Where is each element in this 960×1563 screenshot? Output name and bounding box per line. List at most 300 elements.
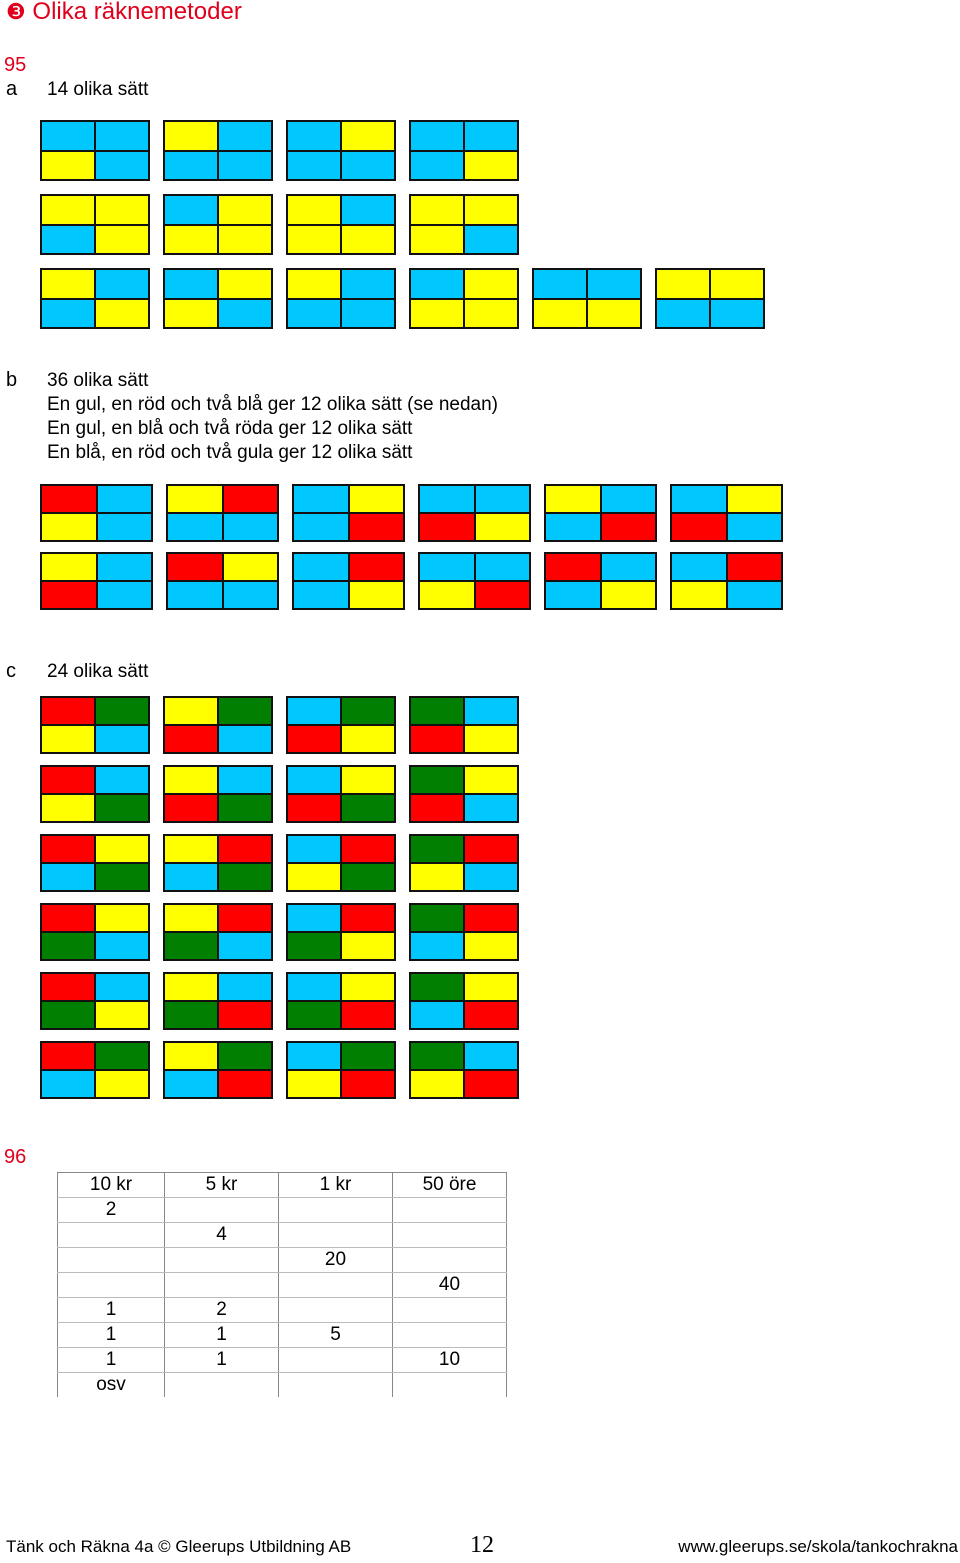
grid-cell [420,514,474,540]
section-title [6,0,242,26]
grid-cell [411,1043,463,1069]
grid-cell [168,582,222,608]
grid-cell [476,514,530,540]
part-letter-c: c [6,660,16,682]
grid-cell [288,152,340,180]
part-b-line-4: En blå, en röd och två gula ger 12 olika sätt [47,442,413,463]
part-b-line-3: En gul, en blå och två röda ger 12 olika sätt [47,418,413,439]
grid-cell [165,726,217,752]
grid-cell [288,836,340,862]
grid-cell [288,1071,340,1097]
color-grid [40,552,153,610]
table-cell: 5 [279,1323,393,1348]
grid-cell [465,767,517,793]
footer-url: www.gleerups.se/skola/tankochrakna [678,1537,958,1556]
grid-cell [219,726,271,752]
grid-cell [411,270,463,298]
table-cell: 1 [58,1298,165,1323]
color-grid [286,765,396,823]
table-cell: 4 [165,1223,279,1248]
grid-cell [672,582,726,608]
grid-cell [165,122,217,150]
grid-cell [411,864,463,890]
grid-cell [96,864,148,890]
table-cell: 1 [165,1348,279,1373]
grid-cell [350,582,404,608]
grid-cell [42,486,96,512]
grid-cell [42,1002,94,1028]
grid-cell [342,1002,394,1028]
table-cell: 2 [165,1298,279,1323]
table-row [58,1348,507,1373]
grid-cell [96,226,148,254]
table-row [58,1298,507,1323]
grid-cell [350,514,404,540]
grid-cell [288,726,340,752]
color-grid [409,1041,519,1099]
grid-cell [165,905,217,931]
grid-cell [342,795,394,821]
grid-cell [96,196,148,224]
grid-cell [465,122,517,150]
grid-cell [96,122,148,150]
grid-cell [657,300,709,328]
grid-cell [588,300,640,328]
grid-cell [96,1043,148,1069]
table-cell [58,1248,165,1273]
grid-cell [342,905,394,931]
grid-cell [602,554,656,580]
color-grid [292,552,405,610]
grid-cell [342,122,394,150]
grid-cell [219,795,271,821]
color-grid [409,120,519,181]
table-cell [393,1323,507,1348]
grid-cell [165,795,217,821]
grid-cell [98,554,152,580]
grid-cell [288,122,340,150]
problem-number-95: 95 [4,54,27,76]
color-grid [163,120,273,181]
grid-cell [165,226,217,254]
part-a-text: 14 olika sätt [47,79,149,100]
grid-cell [465,933,517,959]
grid-cell [98,486,152,512]
grid-cell [288,226,340,254]
grid-cell [465,1071,517,1097]
grid-cell [96,974,148,1000]
table-cell [279,1298,393,1323]
grid-cell [465,795,517,821]
table-row [58,1248,507,1273]
table-cell [393,1223,507,1248]
grid-cell [294,486,348,512]
table-cell: 10 [393,1348,507,1373]
grid-cell [42,836,94,862]
grid-cell [219,122,271,150]
grid-cell [342,698,394,724]
color-grid [409,194,519,255]
grid-cell [42,152,94,180]
grid-cell [288,864,340,890]
grid-cell [219,933,271,959]
grid-cell [411,152,463,180]
grid-cell [711,270,763,298]
table-cell [165,1273,279,1298]
table-cell [393,1198,507,1223]
grid-cell [219,1043,271,1069]
color-grid [163,972,273,1030]
color-grid [286,903,396,961]
grid-cell [672,514,726,540]
grid-cell [219,767,271,793]
color-grid [40,1041,150,1099]
grid-cell [465,974,517,1000]
grid-cell [602,514,656,540]
grid-cell [546,514,600,540]
grid-cell [465,300,517,328]
color-grid [286,696,396,754]
color-grid [40,972,150,1030]
grid-cell [96,152,148,180]
color-grid [544,484,657,542]
color-grid [286,972,396,1030]
color-grid [409,972,519,1030]
grid-cell [42,226,94,254]
grid-cell [96,1002,148,1028]
table-row [58,1273,507,1298]
grid-cell [342,270,394,298]
grid-cell [42,795,94,821]
table-cell [393,1298,507,1323]
grid-cell [168,486,222,512]
section-number-icon: ❸ [6,0,26,24]
grid-cell [165,270,217,298]
grid-cell [602,486,656,512]
grid-cell [98,582,152,608]
color-grid [40,903,150,961]
grid-cell [342,1071,394,1097]
grid-cell [165,767,217,793]
color-grid [40,268,150,329]
grid-cell [168,554,222,580]
color-grid [532,268,642,329]
grid-cell [534,300,586,328]
grid-cell [411,122,463,150]
grid-cell [42,270,94,298]
grid-cell [420,486,474,512]
grid-cell [294,554,348,580]
table-cell [58,1273,165,1298]
problem-number-96: 96 [4,1146,27,1168]
part-b-line-2: En gul, en röd och två blå ger 12 olika sätt (se nedan) [47,394,498,415]
grid-cell [476,554,530,580]
grid-cell [411,300,463,328]
grid-cell [411,1002,463,1028]
grid-cell [342,1043,394,1069]
color-grid [40,484,153,542]
color-grid [418,552,531,610]
grid-cell [728,582,782,608]
grid-cell [219,270,271,298]
grid-cell [342,152,394,180]
table-cell [279,1198,393,1223]
color-grid [286,268,396,329]
grid-cell [96,300,148,328]
table-cell [393,1248,507,1273]
grid-cell [219,1002,271,1028]
color-grid [670,484,783,542]
grid-cell [465,226,517,254]
table-cell: 1 [58,1348,165,1373]
part-letter-b: b [6,369,18,391]
part-b-line-1: 36 olika sätt [47,370,149,391]
grid-cell [411,196,463,224]
table-row [58,1323,507,1348]
grid-cell [342,974,394,1000]
grid-cell [288,933,340,959]
grid-cell [224,486,278,512]
grid-cell [657,270,709,298]
color-grid [409,903,519,961]
grid-cell [96,905,148,931]
grid-cell [288,1043,340,1069]
grid-cell [350,554,404,580]
grid-cell [728,514,782,540]
grid-cell [219,698,271,724]
table-row [58,1223,507,1248]
color-grid [544,552,657,610]
grid-cell [588,270,640,298]
grid-cell [42,514,96,540]
grid-cell [168,514,222,540]
grid-cell [288,270,340,298]
color-grid [286,834,396,892]
grid-cell [465,905,517,931]
grid-cell [42,300,94,328]
grid-cell [96,933,148,959]
color-grid [163,268,273,329]
grid-cell [288,698,340,724]
grid-cell [219,226,271,254]
table-cell [279,1273,393,1298]
color-grid [409,268,519,329]
grid-cell [219,974,271,1000]
grid-cell [672,486,726,512]
grid-cell [465,152,517,180]
color-grid [418,484,531,542]
grid-cell [411,933,463,959]
grid-cell [42,196,94,224]
grid-cell [420,582,474,608]
column-header-1kr: 1 kr [279,1173,393,1198]
grid-cell [219,300,271,328]
grid-cell [42,974,94,1000]
grid-cell [288,795,340,821]
grid-cell [165,1002,217,1028]
grid-cell [42,1043,94,1069]
grid-cell [476,486,530,512]
grid-cell [411,905,463,931]
grid-cell [288,767,340,793]
grid-cell [465,1002,517,1028]
color-grid [670,552,783,610]
grid-cell [165,300,217,328]
grid-cell [219,836,271,862]
grid-cell [342,726,394,752]
coin-table [57,1172,507,1397]
table-cell: osv [58,1373,165,1398]
table-header-row [58,1173,507,1198]
grid-cell [546,554,600,580]
grid-cell [96,1071,148,1097]
grid-cell [288,905,340,931]
grid-cell [465,1043,517,1069]
color-grid [286,1041,396,1099]
grid-cell [350,486,404,512]
grid-cell [411,767,463,793]
grid-cell [96,270,148,298]
part-letter-a: a [6,78,18,100]
column-header-10kr: 10 kr [58,1173,165,1198]
grid-cell [165,836,217,862]
grid-cell [96,726,148,752]
grid-cell [342,300,394,328]
grid-cell [288,1002,340,1028]
color-grid [163,696,273,754]
grid-cell [42,1071,94,1097]
grid-cell [411,1071,463,1097]
grid-cell [411,795,463,821]
grid-cell [219,152,271,180]
grid-cell [342,226,394,254]
grid-cell [546,582,600,608]
grid-cell [165,152,217,180]
color-grid [166,552,279,610]
grid-cell [96,795,148,821]
color-grid [292,484,405,542]
grid-cell [411,974,463,1000]
grid-cell [342,933,394,959]
table-row [58,1198,507,1223]
grid-cell [224,582,278,608]
grid-cell [42,582,96,608]
table-cell [165,1248,279,1273]
color-grid [163,834,273,892]
color-grid [286,194,396,255]
grid-cell [96,836,148,862]
grid-cell [42,122,94,150]
grid-cell [98,514,152,540]
grid-cell [411,226,463,254]
grid-cell [219,196,271,224]
grid-cell [288,300,340,328]
color-grid [40,120,150,181]
color-grid [40,765,150,823]
grid-cell [411,698,463,724]
grid-cell [342,767,394,793]
grid-cell [420,554,474,580]
table-cell [165,1373,279,1398]
grid-cell [165,698,217,724]
grid-cell [465,836,517,862]
grid-cell [294,582,348,608]
grid-cell [465,864,517,890]
grid-cell [96,767,148,793]
color-grid [163,765,273,823]
color-grid [163,903,273,961]
grid-cell [42,698,94,724]
grid-cell [294,514,348,540]
grid-cell [342,836,394,862]
grid-cell [219,905,271,931]
color-grid [409,696,519,754]
color-grid [40,194,150,255]
table-cell: 20 [279,1248,393,1273]
grid-cell [165,1043,217,1069]
table-cell [58,1223,165,1248]
table-cell [165,1198,279,1223]
footer-publisher: Tänk och Räkna 4a © Gleerups Utbildning AB [6,1537,352,1556]
color-grid [40,696,150,754]
grid-cell [42,933,94,959]
part-c-text: 24 olika sätt [47,661,149,682]
grid-cell [224,554,278,580]
table-cell [393,1373,507,1398]
grid-cell [465,270,517,298]
color-grid [409,765,519,823]
color-grid [409,834,519,892]
color-grid [655,268,765,329]
page-number: 12 [470,1532,494,1558]
grid-cell [411,726,463,752]
grid-cell [728,554,782,580]
grid-cell [42,767,94,793]
table-cell: 2 [58,1198,165,1223]
table-cell: 40 [393,1273,507,1298]
table-cell [279,1223,393,1248]
grid-cell [465,196,517,224]
grid-cell [219,864,271,890]
grid-cell [534,270,586,298]
grid-cell [342,196,394,224]
grid-cell [42,726,94,752]
grid-cell [465,698,517,724]
grid-cell [165,1071,217,1097]
grid-cell [42,864,94,890]
grid-cell [476,582,530,608]
grid-cell [602,582,656,608]
grid-cell [288,974,340,1000]
grid-cell [96,698,148,724]
color-grid [163,1041,273,1099]
grid-cell [42,554,96,580]
grid-cell [165,974,217,1000]
color-grid [163,194,273,255]
grid-cell [465,726,517,752]
table-cell [279,1373,393,1398]
grid-cell [219,1071,271,1097]
section-title-text: Olika räknemetoder [32,0,242,25]
grid-cell [165,933,217,959]
color-grid [166,484,279,542]
grid-cell [672,554,726,580]
table-row [58,1373,507,1398]
color-grid [40,834,150,892]
table-cell [279,1348,393,1373]
grid-cell [342,864,394,890]
grid-cell [711,300,763,328]
